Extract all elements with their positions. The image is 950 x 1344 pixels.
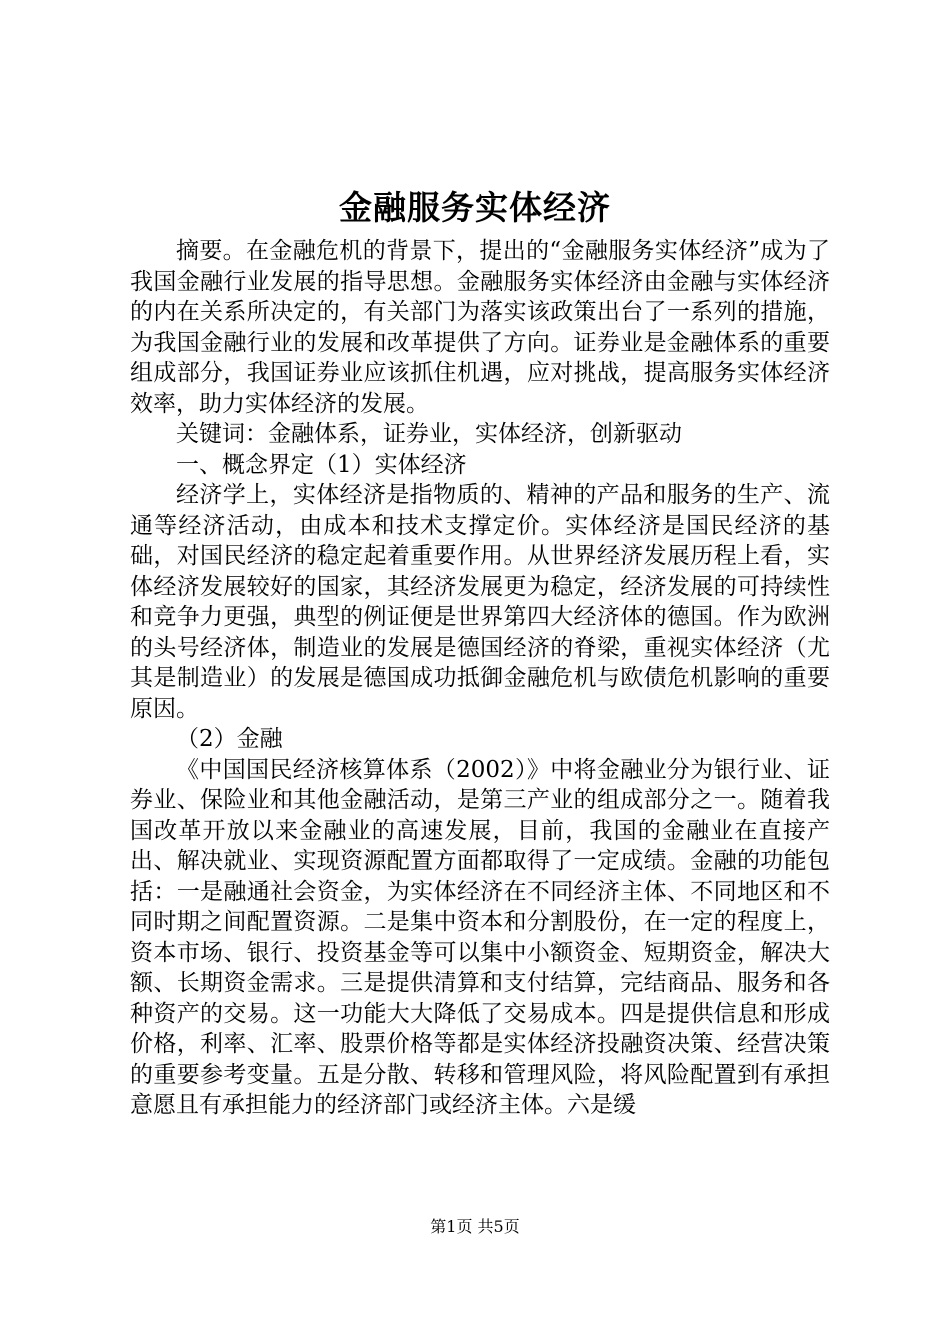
body-paragraph: 《中国国民经济核算体系（2002）》中将金融业分为银行业、证券业、保险业和其他金融活动，是第三产业的组成部分之一。随着我国改革开放以来金融业的高速发展，目前，我国的金融业在直接产出、解决就业、实现资源配置方面都取得了一定成绩。金融的功能包括：一是融通社会资金，为实体经济在不同经济主体、不同地区和不同时期之间配置资源。二是集中资本和分割股份，在一定的程度上，资本市场、银行、投资基金等可以集中小额资金、短期资金，解决大额、长期资金需求。三是提供清算和支付结算，完结商品、服务和各种资产的交易。这一功能大大降低了交易成本。四是提供信息和形成价格，利率、汇率、股票价格等都是实体经济投融资决策、经营决策的重要参考变量。五是分散、转移和管理风险，将风险配置到有承担意愿且有承担能力的经济部门或经济主体。六是缓 <box>130 756 830 1118</box>
document-title: 金融服务实体经济 <box>339 188 611 227</box>
body-paragraph: 经济学上，实体经济是指物质的、精神的产品和服务的生产、流通等经济活动，由成本和技术支撑定价。实体经济是国民经济的基础，对国民经济的稳定起着重要作用。从世界经济发展历程上看，实体经济发展较好的国家，其经济发展更为稳定，经济发展的可持续性和竞争力更强，典型的例证便是世界第四大经济体的德国。作为欧洲的头号经济体，制造业的发展是德国经济的脊梁，重视实体经济（尤其是制造业）的发展是德国成功抵御金融危机与欧债危机影响的重要原因。 <box>130 482 830 722</box>
page-number-footer: 第1页 共5页 <box>430 1217 520 1236</box>
section-heading-2: （2）金融 <box>176 726 283 752</box>
section-heading-1: 一、概念界定（1）实体经济 <box>176 451 467 478</box>
abstract-paragraph: 摘要。在金融危机的背景下，提出的“金融服务实体经济”成为了我国金融行业发展的指导思想。金融服务实体经济由金融与实体经济的内在关系所决定的，有关部门为落实该政策出台了一系列的措施，为我国金融行业的发展和改革提供了方向。证券业是金融体系的重要组成部分，我国证券业应该抓住机遇，应对挑战，提高服务实体经济效率，助力实体经济的发展。 <box>130 238 830 417</box>
document-body <box>130 236 830 1121</box>
keywords-paragraph: 关键词：金融体系，证券业，实体经济，创新驱动 <box>176 421 682 447</box>
